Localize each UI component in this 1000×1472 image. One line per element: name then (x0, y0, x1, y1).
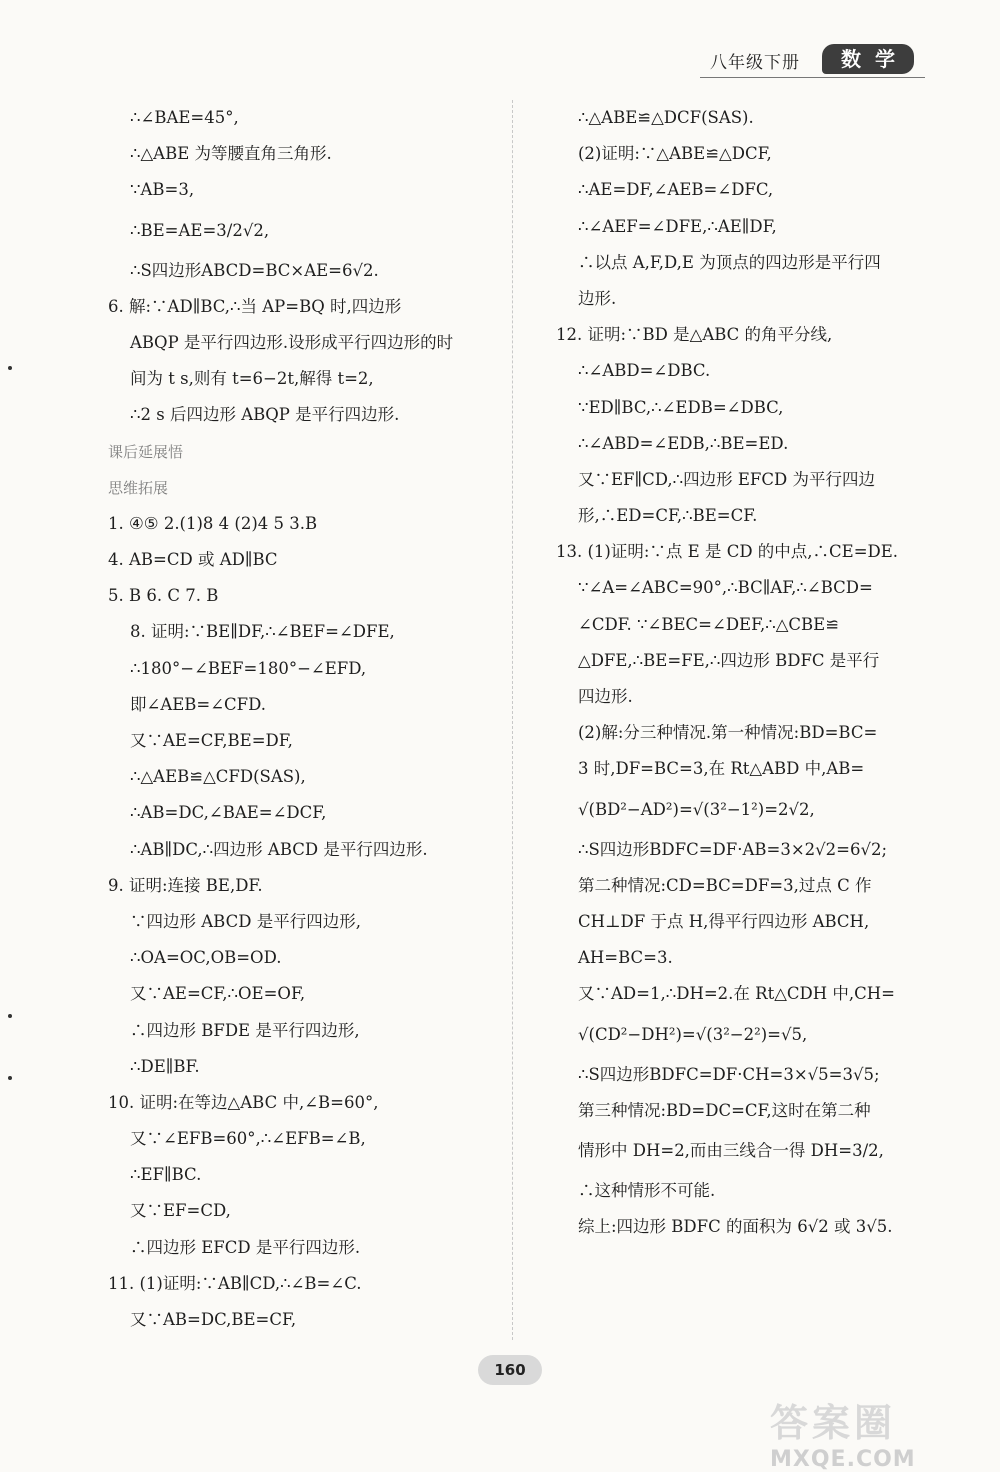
text-line: 综上:四边形 BDFC 的面积为 6√2 或 3√5. (578, 1217, 893, 1237)
left-column (108, 100, 503, 1338)
text-line: √(CD²−DH²)=√(3²−2²)=√5, (578, 1024, 808, 1044)
text-line: ∴△AEB≌△CFD(SAS), (130, 767, 306, 787)
subject-badge: 数学 (822, 44, 914, 74)
text-line: 12. 证明:∵BD 是△ABC 的角平分线, (556, 325, 833, 345)
text-line: 11. (1)证明:∵AB∥CD,∴∠B=∠C. (108, 1273, 362, 1293)
text-line: ∴△ABE 为等腰直角三角形. (130, 144, 332, 164)
text-line: ∴BE=AE=3/2√2, (130, 220, 270, 240)
text-line: 课后延展悟 (108, 442, 184, 461)
text-line: 4. AB=CD 或 AD∥BC (108, 550, 278, 570)
text-line: ∴EF∥BC. (130, 1165, 202, 1185)
text-line: ∠CDF. ∵∠BEC=∠DEF,∴△CBE≌ (578, 614, 840, 634)
text-line: ∴∠ABD=∠DBC. (578, 361, 711, 381)
text-line: ∴OA=OC,OB=OD. (130, 948, 282, 968)
text-line: 又∵AE=CF,BE=DF, (130, 731, 293, 750)
text-line: 又∵EF=CD, (130, 1201, 231, 1221)
text-line: 边形. (578, 288, 617, 308)
text-line: ∴DE∥BF. (130, 1056, 200, 1076)
watermark-url: MXQE.COM (770, 1447, 916, 1472)
text-line: ∴S四边形BDFC=DF·AB=3×2√2=6√2; (578, 839, 888, 859)
text-line: ∴2 s 后四边形 ABQP 是平行四边形. (130, 405, 400, 425)
text-line: 9. 证明:连接 BE,DF. (108, 875, 263, 895)
text-line: ∴四边形 EFCD 是平行四边形. (130, 1237, 361, 1257)
text-line: 又∵AD=1,∴DH=2.在 Rt△CDH 中,CH= (578, 984, 895, 1004)
text-line: ∴S四边形BDFC=DF·CH=3×√5=3√5; (578, 1064, 880, 1084)
text-line: 5. B 6. C 7. B (108, 586, 219, 606)
text-line: 3 时,DF=BC=3,在 Rt△ABD 中,AB= (578, 759, 865, 779)
text-line: 形,∴ED=CF,∴BE=CF. (578, 506, 758, 526)
text-line: CH⊥DF 于点 H,得平行四边形 ABCH, (578, 911, 870, 931)
page-number: 160 (478, 1355, 542, 1385)
watermark (770, 1392, 980, 1472)
text-line: ∵AB=3, (130, 180, 195, 200)
text-line: 又∵EF∥CD,∴四边形 EFCD 为平行四边 (578, 469, 875, 489)
text-line: 6. 解:∵AD∥BC,∴当 AP=BQ 时,四边形 (108, 296, 402, 316)
text-line: 又∵AE=CF,∴OE=OF, (130, 984, 306, 1004)
text-line: ∵∠A=∠ABC=90°,∴BC∥AF,∴∠BCD= (578, 578, 873, 598)
text-line: △DFE,∴BE=FE,∴四边形 BDFC 是平行 (578, 650, 880, 670)
margin-dot (8, 1014, 12, 1018)
text-line: ∴AB=DC,∠BAE=∠DCF, (130, 803, 327, 823)
text-line: ∴S四边形ABCD=BC×AE=6√2. (130, 260, 379, 280)
text-line: 即∠AEB=∠CFD. (130, 694, 267, 714)
text-line: ∴∠BAE=45°, (130, 108, 239, 127)
margin-dot (8, 366, 12, 370)
column-divider (512, 100, 513, 1340)
text-line: (2)解:分三种情况.第一种情况:BD=BC= (578, 723, 878, 743)
text-line: ∴以点 A,F,D,E 为顶点的四边形是平行四 (578, 252, 881, 272)
text-line: ∴这种情形不可能. (578, 1180, 716, 1200)
right-column (556, 100, 936, 1245)
page-header (700, 42, 940, 82)
text-line: 10. 证明:在等边△ABC 中,∠B=60°, (108, 1092, 379, 1112)
text-line: 13. (1)证明:∵点 E 是 CD 的中点,∴CE=DE. (556, 542, 899, 562)
text-line: 思维拓展 (108, 478, 169, 497)
text-line: 第二种情况:CD=BC=DF=3,过点 C 作 (578, 875, 872, 895)
text-line: ABQP 是平行四边形.设形成平行四边形的时 (130, 332, 454, 352)
text-line: AH=BC=3. (578, 948, 673, 968)
text-line: 四边形. (578, 687, 633, 706)
text-line: ∴AE=DF,∠AEB=∠DFC, (578, 180, 774, 200)
text-line: ∴四边形 BFDE 是平行四边形, (130, 1020, 360, 1040)
text-line: (2)证明:∵△ABE≌△DCF, (578, 144, 772, 164)
watermark-text: 答案圈 (770, 1401, 897, 1445)
grade-label: 八年级下册 (710, 53, 800, 73)
text-line: 8. 证明:∵BE∥DF,∴∠BEF=∠DFE, (130, 622, 395, 642)
text-line: 第三种情况:BD=DC=CF,这时在第二种 (578, 1100, 871, 1120)
header-rule (700, 77, 925, 78)
text-line: ∵四边形 ABCD 是平行四边形, (130, 911, 361, 931)
text-line: ∴∠AEF=∠DFE,∴AE∥DF, (578, 216, 777, 236)
text-line: ∴180°−∠BEF=180°−∠EFD, (130, 658, 367, 678)
text-line: ∴AB∥DC,∴四边形 ABCD 是平行四边形. (130, 839, 428, 859)
text-line: 又∵AB=DC,BE=CF, (130, 1310, 297, 1329)
text-line: √(BD²−AD²)=√(3²−1²)=2√2, (578, 799, 815, 819)
text-line: ∵ED∥BC,∴∠EDB=∠DBC, (578, 397, 784, 417)
margin-dot (8, 1076, 12, 1080)
text-line: 间为 t s,则有 t=6−2t,解得 t=2, (130, 369, 374, 389)
text-line: ∴∠ABD=∠EDB,∴BE=ED. (578, 433, 789, 453)
text-line: 1. ④⑤ 2.(1)8 4 (2)4 5 3.B (108, 513, 318, 533)
text-line: ∴△ABE≌△DCF(SAS). (578, 108, 754, 127)
text-line: 情形中 DH=2,而由三线合一得 DH=3/2, (578, 1140, 884, 1160)
text-line: 又∵∠EFB=60°,∴∠EFB=∠B, (130, 1129, 366, 1149)
